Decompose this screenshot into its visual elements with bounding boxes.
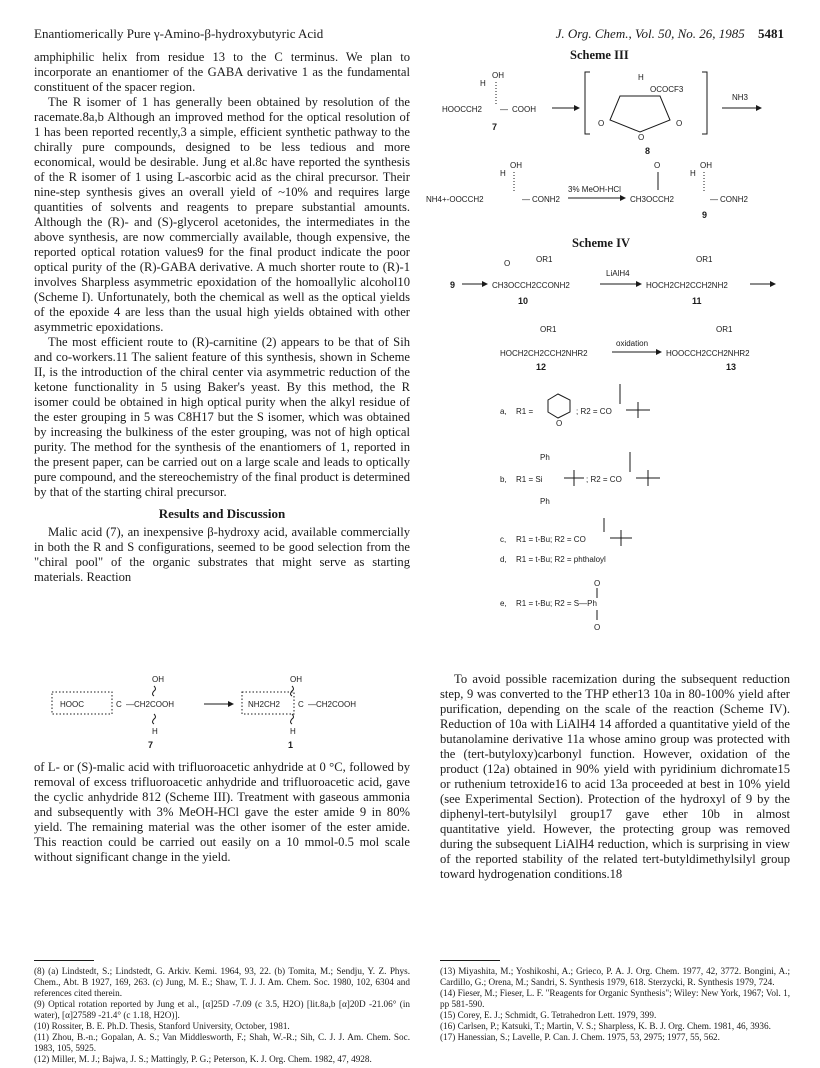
paragraph: of L- or (S)-malic acid with trifluoroacetic anhydride at 0 °C, followed by removal of excess trifluoroacetic anhydride and trifluoroacetic acid, gave the cyclic anhydride 812 (Scheme III). Treatment with gaseous ammonia and subsequently with 3% MeOH-HCl gave the ester amide 9 in 80% yield. The remaining material was the other isomer of the ester amide. This reaction could be carried out easily on a 10 mmol-0.5 mol scale without significant change in the yield. (34, 760, 410, 864)
nh2ch2-group: NH2CH2 (248, 700, 281, 709)
substituent-definitions (500, 380, 760, 640)
svg-text:O: O (638, 133, 645, 142)
footnote: (16) Carlsen, P.; Katsuki, T.; Martin, V. S.; Sharpless, K. B. J. Org. Chem. 1981, 46, 3936. (440, 1021, 771, 1031)
chain-label: —CH2COOH (308, 700, 357, 709)
anhydride-ring (610, 96, 670, 132)
ph-label: Ph (540, 497, 550, 506)
def-r2: ; R2 = CO (576, 407, 612, 416)
h-label: H (152, 727, 158, 736)
ammonium-salt-group: NH4+-OOCCH2 (426, 195, 484, 204)
footnote: (14) Fieser, M.; Fieser, L. F. "Reagents for Organic Synthesis"; Wiley: New York, 1967; Vol. 1, pp 581-590. (440, 988, 790, 1009)
ph-label: Ph (540, 453, 550, 462)
compound-label-7: 7 (148, 740, 154, 750)
compound-11: HOCH2CH2CCH2NH2 (646, 281, 728, 290)
or1-label: OR1 (540, 325, 557, 334)
paragraph: Malic acid (7), an inexpensive β-hydroxy acid, available commercially in both the R and S configurations, seemed to be good selection from the "chiral pool" of the organic substrates that might serve as starting materials. Reaction (34, 525, 410, 584)
carbon-label: C (298, 700, 304, 709)
section-title: Results and Discussion (158, 506, 286, 521)
hooc-group: HOOC (60, 700, 84, 709)
h-label: H (480, 79, 486, 88)
svg-text:O: O (654, 161, 661, 170)
hoocch2-group: HOOCCH2 (442, 105, 483, 114)
conh2-group: CONH2 (532, 195, 561, 204)
compound-label-7: 7 (492, 122, 498, 132)
footnotes-right (440, 966, 790, 1043)
svg-text:OH: OH (510, 161, 522, 170)
conh2-group: CONH2 (720, 195, 749, 204)
oh-label: OH (492, 71, 504, 80)
footnote: (12) Miller, M. J.; Bajwa, J. S.; Mattingly, P. G.; Peterson, K. J. Org. Chem. 1982, 47, 4928. (34, 1054, 372, 1064)
def-r1: R1 = (516, 407, 534, 416)
right-column-text (440, 672, 790, 882)
footnote: (13) Miyashita, M.; Yoshikoshi, A.; Grieco, P. A. J. Org. Chem. 1977, 42, 3772. Bongini, A.; Cardillo, G.; Orena, M.; Sandri, S. Synthesis 1979, 618. Sterzycki, R. Synthesis 1979, 724. (440, 966, 790, 987)
def-tag: b, (500, 475, 507, 484)
svg-text:H: H (500, 169, 506, 178)
left-column-upper (34, 50, 410, 585)
def-text: R1 = t-Bu; R2 = S—Ph (516, 599, 597, 608)
running-header-title: Enantiomerically Pure γ-Amino-β-hydroxybutyric Acid (34, 26, 324, 41)
paragraph: amphiphilic helix from residue 13 to the C terminus. We plan to incorporate an enantiomer of the GABA derivative 1 as the fundamental constituent of the spacer region. (34, 50, 410, 94)
footnote: (15) Corey, E. J.; Schmidt, G. Tetrahedron Lett. 1979, 399. (440, 1010, 657, 1020)
paragraph: The most efficient route to (R)-carnitine (2) appears to be that of Sih and co-workers.11 The salient feature of this synthesis, shown in Scheme II, is the introduction of the chiral center via asymmetric reduction of the ketone functionality in 5 using Baker's yeast. By this method, the R isomer could be obtained in high optical purity when the alkyl residue of the ester grouping in 5 was C8H17 but the S isomer, which was obtained by increasing the bulkiness of the ester grouping, was not of high optical purity. The method for the synthesis of the enantiomers of 1, reported in the present paper, can be carried out on a large scale and leads to optically pure compound, and the stereochemistry of the final product is determined by that of the starting chiral precursor. (34, 335, 410, 499)
scheme-iii-title: Scheme III (570, 48, 629, 62)
svg-text:H: H (690, 169, 696, 178)
compound-label-8: 8 (645, 146, 651, 156)
conh2-group: — (710, 195, 718, 204)
footnote-rule (440, 960, 500, 961)
footnote: (17) Hanessian, S.; Lavelle, P. Can. J. Chem. 1975, 53, 2975; 1977, 55, 562. (440, 1032, 720, 1042)
cooh-group: COOH (512, 105, 536, 114)
oh-label: OH (290, 675, 302, 684)
scheme-iv-diagram (440, 252, 800, 372)
def-text: R1 = t-Bu; R2 = phthaloyl (516, 555, 606, 564)
chain-label: —CH2COOH (126, 700, 175, 709)
compound-label-13: 13 (726, 362, 737, 372)
page-number: 5481 (758, 26, 784, 41)
compound-label-9: 9 (702, 210, 708, 220)
h-label: H (290, 727, 296, 736)
svg-text:O: O (676, 119, 683, 128)
compound-12: HOCH2CH2CCH2NHR2 (500, 349, 588, 358)
footnote: (8) (a) Lindstedt, S.; Lindstedt, G. Arkiv. Kemi. 1964, 93, 22. (b) Tomita, M.; Sendju, Y. Z. Phys. Chem., Abt. B 1927, 169, 263. (c) Jung, M. E.; Shaw, T. J. J. Am. Chem. Soc. 1980, 102, 6304 and references cited therein. (34, 966, 410, 998)
or1-label: OR1 (696, 255, 713, 264)
thp-ring (548, 394, 570, 418)
svg-text:O: O (556, 419, 563, 428)
ester-group: CH3OCCH2 (630, 195, 675, 204)
footnote: (10) Rossiter, B. E. Ph.D. Thesis, Stanford University, October, 1981. (34, 1021, 290, 1031)
svg-text:H: H (638, 73, 644, 82)
svg-text:O: O (594, 623, 601, 632)
scheme-iii-diagram (426, 66, 800, 226)
or1-label: OR1 (536, 255, 553, 264)
footnotes-left (34, 966, 410, 1065)
paragraph: To avoid possible racemization during the subsequent reduction step, 9 was converted to the THP ether13 10a in 80-100% yield after purification, depending on the scale of the reaction (Scheme IV). Reduction of 10a with LiAlH4 14 afforded a quantitative yield of the butanolamine derivative 11a whose amino group was protected with the (tert-butyloxy)carbonyl function. However, oxidation of the product (12a) obtained in 90% yield with pyridinium dichromate15 or ruthenium tetroxide16 to acid 13a proceeded at best in 10% yield (see Experimental Section). Protection of the hydroxyl of 9 by the diphenyl-tert-butylsilyl group17 gave ether 10b in almost quantitative yield. However, the protecting group was removed during the subsequent LiAlH4 reduction, which is surprising in view of the reported stability of the related tert-butyldimethylsilyl group toward hydrogenation conditions.18 (440, 672, 790, 881)
cooh-group: — (500, 105, 508, 114)
running-header-journal (556, 26, 784, 42)
start-compound-9: 9 (450, 280, 456, 290)
left-column-lower (34, 760, 410, 865)
or1-label: OR1 (716, 325, 733, 334)
footnote: (9) Optical rotation reported by Jung et al., [α]25D -7.09 (c 3.5, H2O) [lit.8a,b [α]20D -21.06° (in water), [α]27589 -21.4° (c 1.18, H2O)]. (34, 999, 410, 1020)
compound-label-10: 10 (518, 296, 529, 306)
def-tag: a, (500, 407, 507, 416)
ocof3-group: OCOCF3 (650, 85, 684, 94)
def-tag: d, (500, 555, 507, 564)
def-tag: c, (500, 535, 507, 544)
journal-citation: J. Org. Chem., Vol. 50, No. 26, 1985 (555, 26, 745, 41)
paragraph: The R isomer of 1 has generally been obtained by resolution of the racemate.8a,b Although an improved method for the optical resolution of 1 has been reported recently,3 a simple, efficient synthetic pathway to the chirally pure compounds, designed to be less tedious and more economical, would be desirable. Jung et al.8c have reported the synthesis of the R isomer of 1 using L-ascorbic acid as the chiral precursor. Their nine-step synthesis gives an overall yield of ~10% and requires large quantities of solvents and reagents to prepare substantial amounts. Although the (R)- and (S)-glycerol acetonides, the intermediates in the above synthesis, are now commercially available, though expensive, the reported optical rotation values9 for the final product indicate the poor optical purity of the (R)-GABA derivative. A much shorter route to (R)-1 involves Sharpless asymmetric epoxidation of the homoallylic alcohol10 (Scheme I). Unfortunately, both the chemical as well as the optical yields of the epoxide 4 are less than the usual high yields obtained with other asymmetric epoxidations. (34, 95, 410, 334)
reagent-oxidation: oxidation (616, 339, 649, 348)
def-r1: R1 = Si (516, 475, 543, 484)
svg-text:O: O (598, 119, 605, 128)
svg-text:O: O (504, 259, 511, 268)
svg-text:OH: OH (700, 161, 712, 170)
compound-13: HOOCCH2CCH2NHR2 (666, 349, 750, 358)
def-tag: e, (500, 599, 507, 608)
compound-10: CH3OCCH2CCONH2 (492, 281, 570, 290)
footnote-rule (34, 960, 94, 961)
scheme-iv-title: Scheme IV (572, 236, 630, 250)
carbon-label: C (116, 700, 122, 709)
oh-label: OH (152, 675, 164, 684)
def-r2: ; R2 = CO (586, 475, 622, 484)
svg-text:O: O (594, 579, 601, 588)
compound-label-12: 12 (536, 362, 547, 372)
footnote: (11) Zhou, B.-n.; Gopalan, A. S.; Van Middlesworth, F.; Shah, W.-R.; Sih, C. J. J. Am. Chem. Soc. 1983, 105, 5925. (34, 1032, 410, 1053)
reagent-meoh-hcl: 3% MeOH-HCl (568, 185, 621, 194)
compound-label-11: 11 (692, 296, 702, 306)
reagent-nh3: NH3 (732, 93, 749, 102)
reagent-lialh4: LiAlH4 (606, 269, 630, 278)
def-text: R1 = t-Bu; R2 = CO (516, 535, 586, 544)
malic-acid-scheme (52, 672, 392, 750)
conh2-group: — (522, 195, 530, 204)
compound-label-1: 1 (288, 740, 294, 750)
